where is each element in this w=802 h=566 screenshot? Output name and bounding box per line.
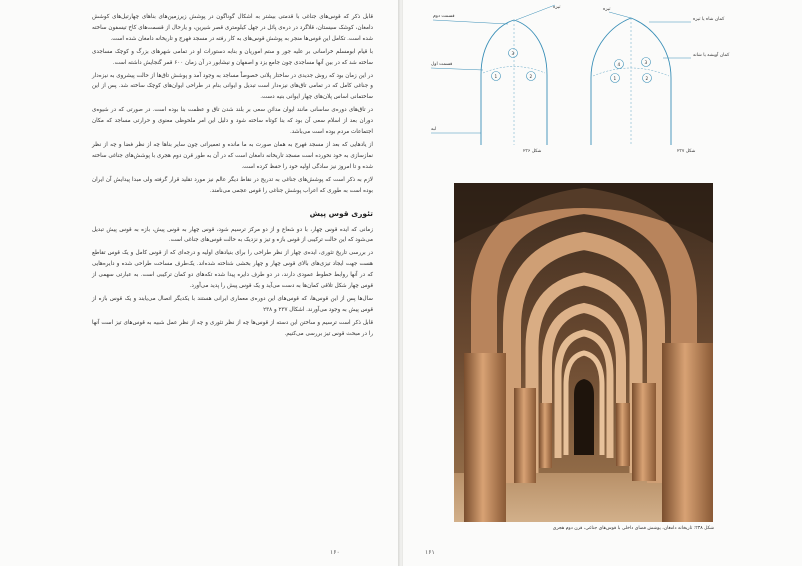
arch-diagram-left-text (431, 5, 561, 154)
circle-number: 4 (617, 62, 621, 67)
left-page (0, 0, 398, 566)
label-left-bottom: لبه (431, 127, 437, 132)
photo-caption: شکل ۲۳۸: تاریخانه دامغان، پوشش فضای داخلی با قوس‌های جناغی، قرن دوم هجری (552, 526, 714, 531)
figure-caption-237: شکل ۲۳۷ (677, 149, 696, 154)
arch-diagram-right (591, 12, 691, 145)
page-number-right: ۱۶۱ (425, 549, 435, 556)
paragraph-6: لازم به ذکر است که پوشش‌های جناغی به تدریج در نقاط دیگر عالم نیز مورد تقلید قرار گرفته ولی مبدا پیدایش آن ایران بوده است به طوری که اعراب پوشش جناغی را قوس عجمی می‌نامند. (92, 176, 373, 194)
paragraph-1: قابل ذکر که قوس‌های جناغی با قدمتی بیشتر به اشکال گوناگون در پوشش زیرزمین‌های بناهای چهارتیل‌های کوشش دامغان، کوشک سیستان، قلاگرد در دره‌ی پائل در جهل کیلومتری قصر شیرین، و یارحال از قسمت‌های کاخ تیسفون ساخته شده است. تکامل این قوس‌ها منجر به پوشش قوس‌های به کار رفته در مسجد فهرج و تاریخانه دامغان شده است. (92, 14, 373, 42)
section-heading: تئوری قوس پیش (309, 208, 373, 218)
circle-number: 3 (644, 60, 648, 65)
arched-corridor-photo (454, 183, 713, 522)
left-text-column (92, 12, 373, 340)
label-right-top: کمان شاه یا تیزه (693, 17, 725, 22)
circle-number: 2 (529, 74, 533, 79)
arch-diagram-left (431, 5, 555, 145)
circle-number: 1 (494, 74, 498, 79)
paragraph-7: زمانی که ایده قوس چهار، با دو شعاع و از دو مرکز ترسیم شود، قوس چهار به قوس پیش، بازه به قوس پیش تبدیل می‌شود که این حالت ترکیبی از قوس بازه و تیز و نزدیک به حالت قوس‌های جناغی است. (92, 226, 373, 244)
circle-number: 2 (645, 76, 649, 81)
label-left-top: قسمت دوم (433, 14, 455, 19)
arch-diagrams (403, 0, 802, 180)
circle-number: 1 (613, 76, 617, 81)
arch-diagram-right-text (603, 7, 730, 154)
paragraph-10: قابل ذکر است ترسیم و ساختن این دسته از قوس‌ها چه از نظر تئوری و چه از نظر عمل شبیه به قوس‌های تیز است آنها را در مبحث قوس تیز بررسی می‌کنیم. (92, 319, 373, 337)
paragraph-3: در این زمان بود که روش جدیدی در ساختار پلانی خصوصاً مساجد به وجود آمد و پوشش تاق‌ها از حالت پیشروی به نیزه‌دار و جناغی کامل که در تمامی تاق‌های نیزه‌دار است تبدیل و ایوانی بنام در طراحی ایوان‌های کوچک ساخته شد. پس از این ساختمانی اساس پلان‌های چهار ایوانی بنیه دست. (92, 72, 373, 101)
paragraph-2: با قیام ابومسلم خراسانی بر علیه جور و ستم اموریان و بنابه دستورات او در تمامی شهرهای بزرگ و کوچک مساجدی ساخته شد که در بین آنها مساجدی چون جامع یزد و اصفهان و نیشابور در آن زمان ۶۰۰ قمر گنجایش داشته است. (92, 48, 373, 66)
paragraph-8: در بررسی تاریخ تئوری، ایده‌ی چهار از نظر طراحی را برای بنیادهای اولیه و درجه‌ای که از قوس کامل و یک قوس تقاطع هست جهت ایجاد تیزی‌های بالای قوس چهار و چهار بخشی شناخته شده‌اند. یک‌طرف مساحت طراحی شده و دایره‌هایی که در آنها روابط خطوط عمودی دارند، در دو طرف دایره پیدا شده تکه‌های دو کمان ترکیبی است. به عبارتی سهمی از قوس چهار شکل تلاقی کمان‌ها به دست می‌آید و یک قوس پیش را پدید می‌آورد. (92, 250, 373, 290)
figure-caption-236: شکل ۲۳۶ (523, 149, 542, 154)
label-right-middle: کمان آویشه یا شانه (693, 53, 730, 58)
paragraph-5: از یادهایی که بعد از مسجد فهرج به همان صورت به ما مانده و تعمیراتی چون سایر بناها چه از نظر فضا و چه از نظر نمازسازی به خود نخورده است مسجد تاریخانه دامغان است که در آن به طور قرن دوم هجری با پوشش‌های جناغی ساخته شده و تا امروز نیز سادگی اولیه خود را حفظ کرده است. (92, 141, 373, 170)
label-left-tip: تیزه (553, 5, 561, 10)
label-right-tip: تیزه (603, 7, 611, 12)
paragraph-4: در تاق‌های دوره‌ی ساسانی مانند ایوان مدائن سعی بر بلند شدن تاق و عظمت بنا بوده است. در صورتی که در شیوه‌ی دوران بعد از اسلام سعی آن بود که بنا کوتاه ساخته شود و دلیل این امر ملحوظی معنوی و حرارتی مساجد که مکان اجتماعات مردم بوده است می‌باشد. (92, 107, 373, 136)
page-number-left: ۱۶۰ (330, 549, 340, 556)
paragraph-9: سال‌ها پس از این قوس‌ها، که قوس‌های این دوره‌ی معماری ایرانی هستند با یکدیگر اتصال می‌یابند و یک قوس بازه از قوس پیش به وجود می‌آورند. اشکال ۲۳۷ و ۲۳۸ (92, 295, 373, 313)
circle-number: 3 (511, 51, 515, 56)
label-left-middle: قسمت اول (431, 62, 453, 67)
